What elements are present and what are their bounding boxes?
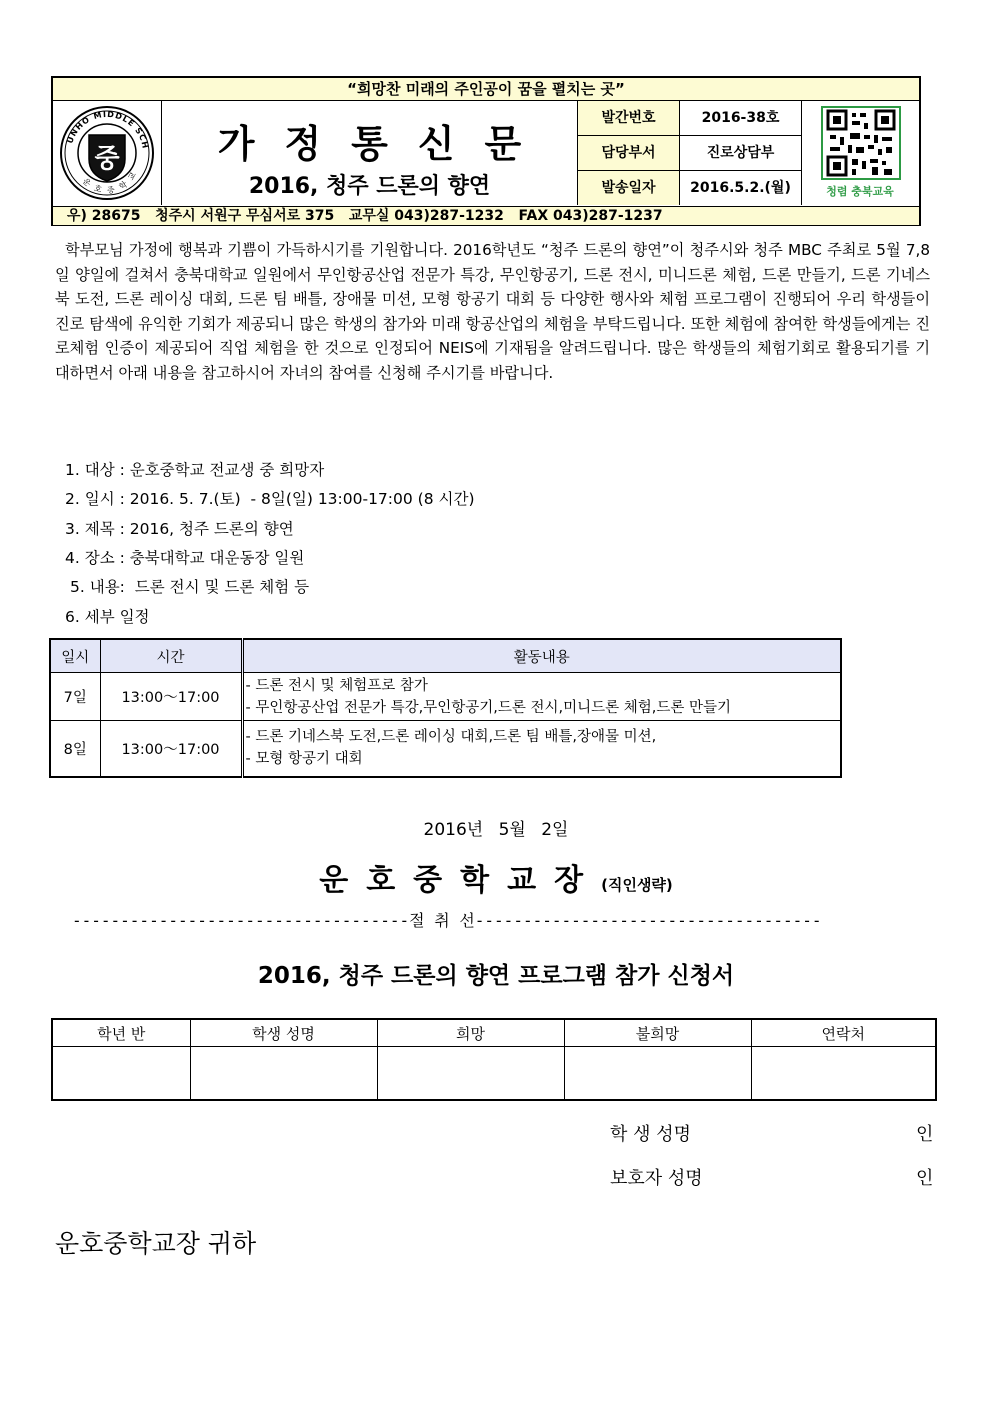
- meta-key-send-date: 발송일자: [578, 171, 680, 205]
- table-row: [50, 673, 841, 721]
- item-target: 1. 대상 : 운호중학교 전교생 중 희망자: [65, 461, 325, 479]
- qr-cell: [802, 101, 919, 205]
- logo-ring-text: UNHO MIDDLE SCH: [65, 109, 150, 150]
- schedule-activities: [242, 673, 841, 721]
- parent-seal: 인: [916, 1168, 934, 1189]
- cut-line: -----------------------------------절 취 선------------------------------------: [72, 911, 822, 930]
- apply-student-field[interactable]: [190, 1047, 377, 1101]
- meta-key-department: 담당부서: [578, 136, 680, 171]
- logo-char: 중: [94, 144, 120, 174]
- apply-header-contact: 연락처: [751, 1019, 936, 1047]
- student-sign-label: 학 생 성명: [610, 1124, 691, 1145]
- item-content: 5. 내용: 드론 전시 및 드론 체험 등: [70, 578, 310, 596]
- address-text: 우) 28675 청주시 서원구 무심서로 375 교무실 043)287-1232 FAX 043)287-1237: [67, 208, 663, 224]
- apply-header-student: 학생 성명: [190, 1019, 377, 1047]
- activity-line: - 무인항공산업 전문가 특강,무인항공기,드론 전시,미니드론 체험,드론 만들기: [245, 699, 732, 716]
- address-bar: [53, 206, 919, 225]
- sub-title: 2016, 청주 드론의 향연: [248, 174, 491, 199]
- application-header-row: [52, 1019, 936, 1047]
- principal-note: (직인생략): [601, 876, 673, 894]
- application-input-row: [52, 1047, 936, 1101]
- qr-code-icon: [802, 101, 919, 205]
- schedule-activities: [242, 721, 841, 777]
- schedule-header-row: [50, 639, 841, 673]
- schedule-day: 7일: [50, 673, 100, 721]
- application-table: [51, 1018, 937, 1101]
- slogan: “희망찬 미래의 주인공이 꿈을 펼치는 곳”: [53, 78, 919, 101]
- item-datetime: 2. 일시 : 2016. 5. 7.(토) - 8일(일) 13:00-17:00 (8 시간): [65, 490, 475, 508]
- logo-cell: [53, 101, 162, 205]
- schedule-header-day: 일시: [50, 639, 100, 673]
- activity-line: - 드론 전시 및 체험프로 참가: [245, 677, 428, 694]
- schedule-day: 8일: [50, 721, 100, 777]
- schedule-time: 13:00～17:00: [100, 673, 242, 721]
- apply-contact-field[interactable]: [751, 1047, 936, 1101]
- apply-header-no: 불희망: [564, 1019, 751, 1047]
- item-title: 3. 제목 : 2016, 청주 드론의 향연: [65, 520, 294, 538]
- apply-header-yes: 희망: [377, 1019, 564, 1047]
- principal-name: 운호중학교장: [319, 863, 602, 898]
- apply-no-field[interactable]: [564, 1047, 751, 1101]
- schedule-time: 13:00～17:00: [100, 721, 242, 777]
- intro-paragraph: 학부모님 가정에 행복과 기쁨이 가득하시기를 기원합니다. 2016학년도 “청주 드론의 향연”이 청주시와 청주 MBC 주최로 5월 7,8일 양일에 걸쳐서 충북대학교 일원에서 무인항공산업 전문가 특강, 무인항공기, 드론 전시, 미니드론 체험, 드론 만들기, 드론 기네스북 도전, 드론 레이싱 대회, 드론 팀 배틀, 장애물 미션, 모형 항공기 대회 등 다양한 행사와 체험 프로그램이 진행되어 우리 학생들이 진로 탐색에 유익한 기회가 제공되니 많은 학생의 참가와 미래 항공산업의 체험을 부탁드립니다. 또한 체험에 참여한 학생들에게는 진로체험 인증이 제공되어 직업 체험을 한 것으로 인정되어 NEIS에 기재됨을 알려드립니다. 많은 학생들의 체험기회로 활용되기를 기대하면서 아래 내용을 참고하시어 자녀의 참여를 신청해 주시기를 바랍니다.: [55, 241, 930, 382]
- issue-date: 2016년 5월 2일: [423, 820, 569, 840]
- schedule-table: [49, 638, 842, 778]
- meta-val-send-date: 2016.5.2.(월): [680, 171, 802, 205]
- qr-caption: 청렴 충북교육: [826, 185, 894, 198]
- meta-key-issue-no: 발간번호: [578, 101, 680, 136]
- apply-header-class: 학년 반: [52, 1019, 190, 1047]
- school-logo-icon: [53, 101, 161, 205]
- logo-bottom-text: 운 호 중 학 교: [80, 168, 140, 196]
- table-row: [50, 721, 841, 777]
- activity-line: - 모형 항공기 대회: [245, 751, 363, 768]
- student-seal: 인: [916, 1124, 934, 1145]
- item-place: 4. 장소 : 충북대학교 대운동장 일원: [65, 549, 305, 567]
- meta-val-department: 진로상담부: [680, 136, 802, 171]
- item-schedule: 6. 세부 일정: [65, 608, 150, 626]
- title-cell: [162, 101, 578, 205]
- parent-sign-label: 보호자 성명: [610, 1168, 703, 1189]
- schedule-header-time: 시간: [100, 639, 242, 673]
- form-title: 2016, 청주 드론의 향연 프로그램 참가 신청서: [257, 963, 735, 989]
- activity-line: - 드론 기네스북 도전,드론 레이싱 대회,드론 팀 배틀,장애물 미션,: [245, 729, 657, 746]
- schedule-header-activity: 활동내용: [242, 639, 841, 673]
- principal-signature-line: [0, 855, 992, 899]
- apply-yes-field[interactable]: [377, 1047, 564, 1101]
- main-title: 가정통신문: [217, 122, 552, 166]
- recipient: 운호중학교장 귀하: [55, 1229, 257, 1258]
- newsletter-header: [51, 76, 921, 226]
- meta-val-issue-no: 2016-38호: [680, 101, 802, 136]
- apply-class-field[interactable]: [52, 1047, 190, 1101]
